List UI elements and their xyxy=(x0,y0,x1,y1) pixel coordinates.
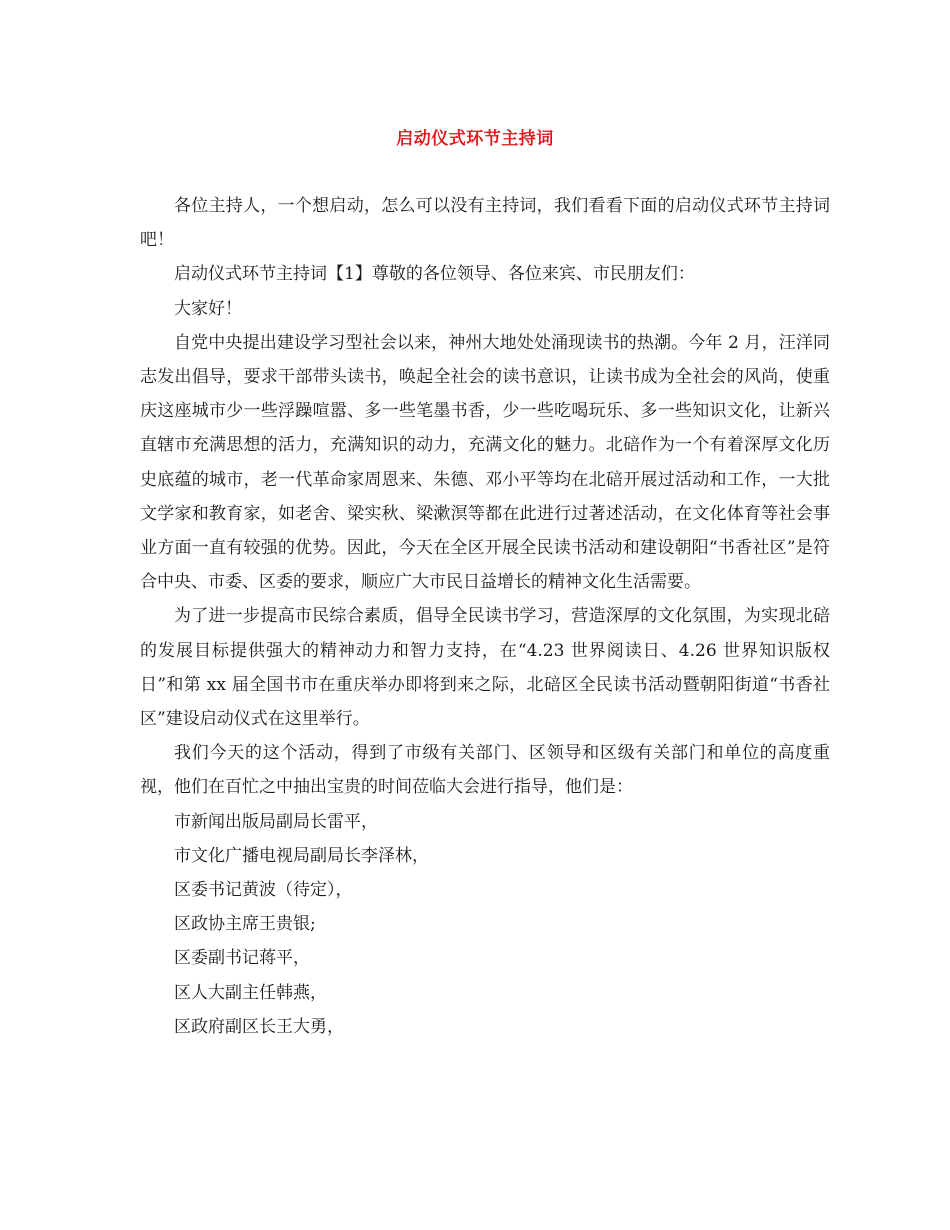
document-body xyxy=(140,189,830,1044)
paragraph-guests-intro: 我们今天的这个活动，得到了市级有关部门、区领导和区级有关部门和单位的高度重视，他们在百忙之中抽出宝贵的时间莅临大会进行指导，他们是： xyxy=(140,743,830,798)
guest-list-item: 区委书记黄波（待定）， xyxy=(174,880,353,901)
paragraph-salutation: 启动仪式环节主持词【1】尊敬的各位领导、各位来宾、市民朋友们： xyxy=(174,264,695,285)
guest-list-item: 市文化广播电视局副局长李泽林， xyxy=(174,845,429,866)
guest-list-item: 区委副书记蒋平， xyxy=(174,948,310,969)
guest-list-item: 市新闻出版局副局长雷平， xyxy=(174,811,378,832)
guest-list-item: 区政协主席王贵银; xyxy=(174,914,316,935)
paragraph-greeting: 大家好！ xyxy=(174,298,242,319)
guest-list-item: 区政府副区长王大勇， xyxy=(174,1016,344,1037)
guest-list-item: 区人大副主任韩燕， xyxy=(174,982,327,1003)
paragraph-intro: 各位主持人，一个想启动，怎么可以没有主持词，我们看看下面的启动仪式环节主持词吧！ xyxy=(140,196,830,251)
document-title: 启动仪式环节主持词 xyxy=(396,129,554,149)
paragraph-background: 自党中央提出建设学习型社会以来，神州大地处处涌现读书的热潮。今年 2 月，汪洋同志发出倡导，要求干部带头读书，唤起全社会的读书意识，让读书成为全社会的风尚，使重庆这座城市少一些浮躁喧嚣、多一些笔墨书香，少一些吃喝玩乐、多一些知识文化，让新兴直辖市充满思想的活力，充满知识的动力，充满文化的魅力。北碚作为一个有着深厚文化历史底蕴的城市，老一代革命家周恩来、朱德、邓小平等均在北碚开展过活动和工作，一大批文学家和教育家，如老舍、梁实秋、梁漱溟等都在此进行过著述活动，在文化体育等社会事业方面一直有较强的优势。因此，今天在全区开展全民读书活动和建设朝阳“书香社区”是符合中央、市委、区委的要求，顺应广大市民日益增长的精神文化生活需要。 xyxy=(140,332,830,593)
paragraph-purpose: 为了进一步提高市民综合素质，倡导全民读书学习，营造深厚的文化氛围，为实现北碚的发展目标提供强大的精神动力和智力支持，在“4.23 世界阅读日、4.26 世界知识版权日”和第 xx 届全国书市在重庆举办即将到来之际，北碚区全民读书活动暨朝阳街道“书香社区”建设启动仪式在这里举行。 xyxy=(140,606,830,730)
